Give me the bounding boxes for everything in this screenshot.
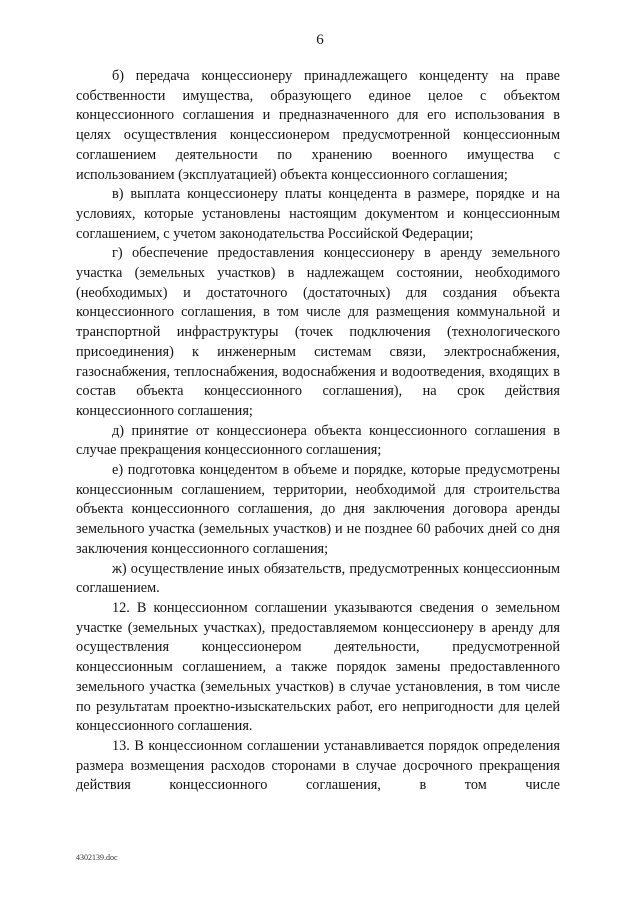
paragraph-g: г) обеспечение предоставления концессионеру в аренду земельного участка (земельных участков) в надлежащем состоянии, необходимого (необходимых) и достаточного (достаточных) для создания объекта концессионного соглашения, в том числе для размещения коммунальной и транспортной инфраструктуры (точек подключения (технологического присоединения) к инженерным системам связи, электроснабжения, газоснабжения, теплоснабжения, водоснабжения и водоотведения, входящих в состав объекта концессионного соглашения), на срок действия концессионного соглашения; xyxy=(76,245,560,419)
paragraph-e: е) подготовка концедентом в объеме и порядке, которые предусмотрены концессионным соглашением, территории, необходимой для строительства объекта концессионного соглашения, до дня заключения договора аренды земельного участка (земельных участков) и не позднее 60 рабочих дней со дня заключения концессионного соглашения; xyxy=(76,462,560,557)
paragraph-13: 13. В концессионном соглашении устанавливается порядок определения размера возмещения расходов сторонами в случае досрочного прекращения действия концессионного соглашения, в том числе xyxy=(76,737,560,794)
paragraph-d: д) принятие от концессионера объекта концессионного соглашения в случае прекращения концессионного соглашения; xyxy=(76,422,560,459)
paragraph-12: 12. В концессионном соглашении указываются сведения о земельном участке (земельных участках), предоставляемом концессионеру в аренду для осуществления концессионером деятельности, предусмотренной концессионным соглашением, а также порядок замены предоставленного земельного участка (земельных участков) в случае установления, в том числе по результатам проектно-изыскательских работ, его непригодности для целей концессионного соглашения. xyxy=(76,599,560,735)
footer-filename: 4302139.doc xyxy=(76,853,118,862)
document-body xyxy=(76,67,560,796)
page-number: 6 xyxy=(316,32,324,48)
paragraph-zh: ж) осуществление иных обязательств, предусмотренных концессионным соглашением. xyxy=(76,560,560,597)
paragraph-v: в) выплата концессионеру платы концедента в размере, порядке и на условиях, которые установлены настоящим документом и концессионным соглашением, с учетом законодательства Российской Федерации; xyxy=(76,186,560,242)
paragraph-b: б) передача концессионеру принадлежащего концеденту на праве собственности имущества, образующего единое целое с объектом концессионного соглашения и предназначенного для его использования в целях осуществления концессионером предусмотренной концессионным соглашением деятельности по хранению военного имущества с использованием (эксплуатацией) объекта концессионного соглашения; xyxy=(76,68,560,183)
